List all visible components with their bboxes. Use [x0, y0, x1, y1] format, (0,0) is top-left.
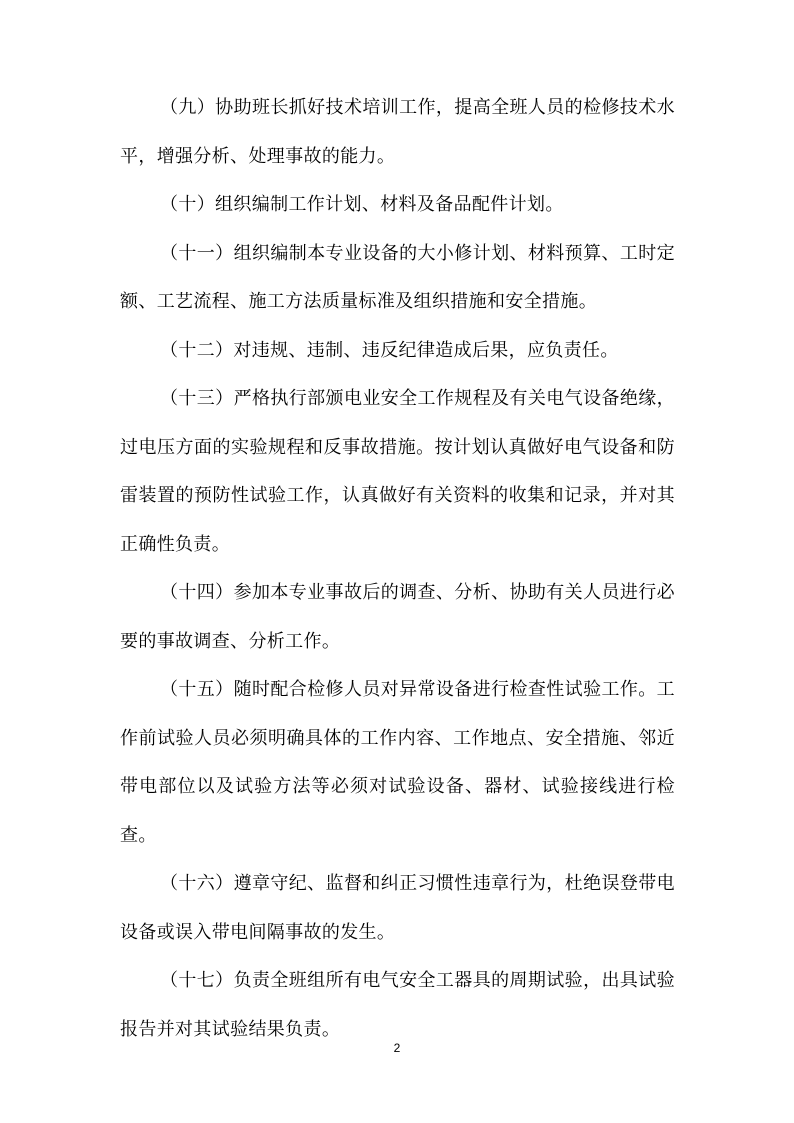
paragraph-14: （十四）参加本专业事故后的调查、分析、协助有关人员进行必要的事故调查、分析工作。 — [120, 582, 675, 652]
paragraph-10: （十）组织编制工作计划、材料及备品配件计划。 — [160, 194, 564, 215]
document-body — [120, 84, 675, 1054]
paragraph-17: （十七）负责全班组所有电气安全工器具的周期试验，出具试验报告并对其试验结果负责。 — [120, 970, 675, 1040]
paragraph-16: （十六）遵章守纪、监督和纠正习惯性违章行为，杜绝误登带电设备或误入带电间隔事故的发生。 — [120, 873, 675, 943]
paragraph-12: （十二）对违规、违制、违反纪律造成后果，应负责任。 — [160, 339, 619, 361]
paragraph-9: （九）协助班长抓好技术培训工作，提高全班人员的检修技术水平，增强分析、处理事故的能力。 — [120, 97, 675, 167]
paragraph-13: （十三）严格执行部颁电业安全工作规程及有关电气设备绝缘，过电压方面的实验规程和反事故措施。按计划认真做好电气设备和防雷装置的预防性试验工作，认真做好有关资料的收集和记录，并对其正确性负责。 — [120, 388, 675, 555]
page-number: 2 — [393, 1041, 401, 1055]
paragraph-11: （十一）组织编制本专业设备的大小修计划、材料预算、工时定额、工艺流程、施工方法质量标准及组织措施和安全措施。 — [120, 242, 675, 312]
paragraph-15: （十五）随时配合检修人员对异常设备进行检查性试验工作。工作前试验人员必须明确具体的工作内容、工作地点、安全措施、邻近带电部位以及试验方法等必须对试验设备、器材、试验接线进行检查。 — [120, 679, 675, 846]
